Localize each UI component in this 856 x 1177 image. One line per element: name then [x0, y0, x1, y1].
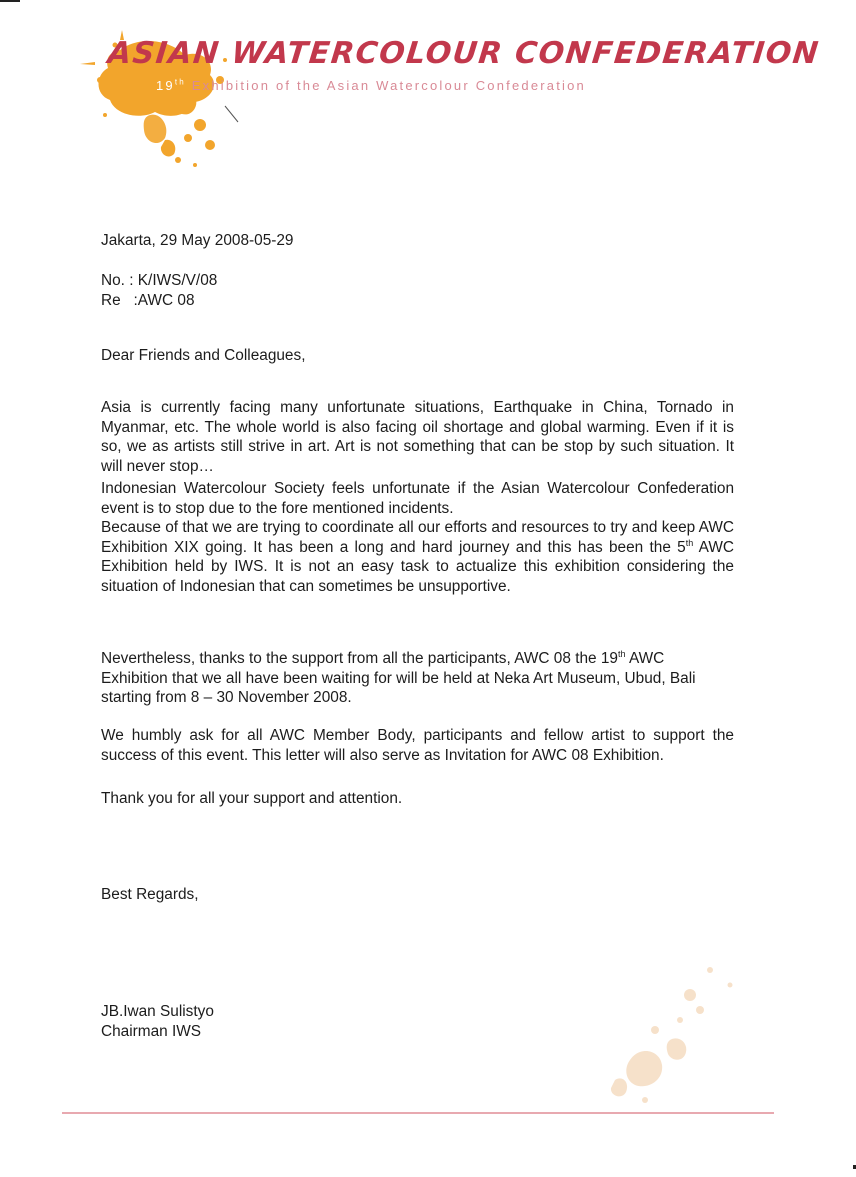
paragraph-4: We humbly ask for all AWC Member Body, participants and fellow artist to support the success of this event. This letter will also serve as Invitation for AWC 08 Exhibition.	[101, 727, 734, 764]
organization-title: ASIAN WATERCOLOUR CONFEDERATION	[106, 36, 822, 71]
exhibition-subtitle-text: Exhibition of the Asian Watercolour Confederation	[191, 78, 586, 93]
reference-block	[101, 271, 734, 310]
paragraph-2-body	[101, 518, 734, 596]
subject-label: Re :	[101, 291, 138, 309]
ordinal-suffix: th	[618, 649, 626, 660]
thanks-line: Thank you for all your support and attention.	[101, 790, 403, 807]
date-line: Jakarta, 29 May 2008-05-29	[101, 232, 294, 249]
reference-number-row	[101, 271, 734, 291]
salutation: Dear Friends and Colleagues,	[101, 347, 306, 364]
reference-number-value: K/IWS/V/08	[137, 272, 218, 289]
closing: Best Regards,	[101, 886, 199, 903]
paragraph-2	[101, 479, 734, 596]
ordinal-suffix: th	[174, 77, 186, 87]
letterhead	[0, 0, 856, 200]
reference-number-label: No. :	[101, 272, 138, 289]
ordinal-suffix: th	[685, 537, 694, 548]
exhibition-number: 19	[156, 78, 175, 93]
exhibition-subtitle	[156, 78, 586, 93]
paragraph-3	[101, 649, 734, 708]
subject-row	[101, 291, 734, 311]
paragraph-1: Asia is currently facing many unfortunate situations, Earthquake in China, Tornado in Myanmar, etc. The whole world is also facing oil shortage and global warming. Even if it is so, we as artists still strive in art. Art is not something that can be stop by such situation. It will never stop…	[101, 399, 734, 475]
subject-value: AWC 08	[137, 291, 195, 309]
footer-divider	[62, 1112, 774, 1114]
paragraph-3-start: Nevertheless, thanks to the support from all the participants, AWC 08 the 19	[101, 650, 618, 668]
paragraph-3-end: AWC Exhibition that we all have been waiting for will be held at Neka Art Museum, Ubud, Bali starting from 8 – 30 November 2008.	[101, 650, 696, 707]
paragraph-2-body-end: AWC Exhibition held by IWS. It is not an easy task to actualize this exhibition considering the situation of Indonesian that can sometimes be unsupportive.	[101, 538, 734, 595]
signer-name: JB.Iwan Sulistyo	[101, 1003, 214, 1020]
paragraph-2-body-start: Because of that we are trying to coordinate all our efforts and resources to try and keep AWC Exhibition XIX going. It has been a long and hard journey and this has been the 5	[101, 519, 734, 556]
watercolour-stain	[600, 950, 760, 1110]
paragraph-2-intro: Indonesian Watercolour Society feels unfortunate if the Asian Watercolour Confederation event is to stop due to the fore mentioned incidents.	[101, 480, 734, 517]
signer-title: Chairman IWS	[101, 1022, 202, 1040]
